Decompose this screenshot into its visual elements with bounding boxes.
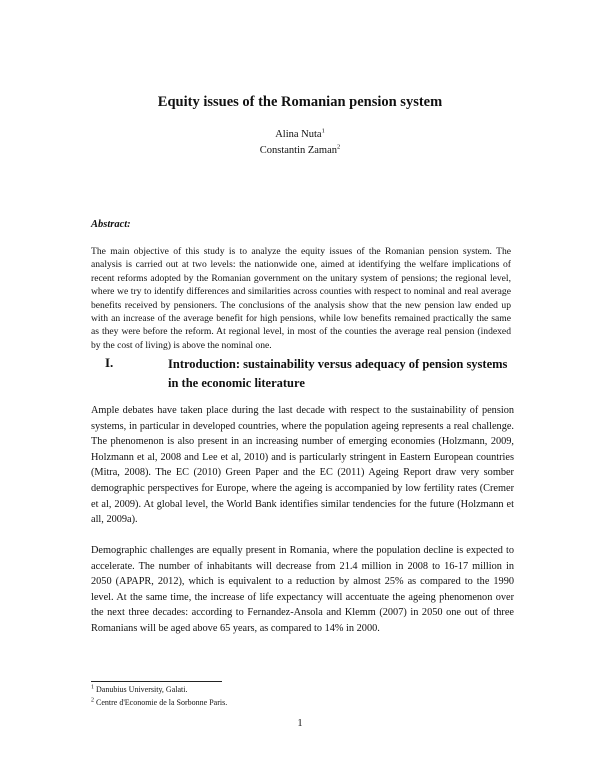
author-name bbox=[0, 145, 600, 156]
footnote-2-mark: 2 bbox=[91, 697, 94, 704]
footnote-1-text: Danubius University, Galati. bbox=[96, 685, 188, 694]
body-paragraph-2: Demographic challenges are equally present in Romania, where the population decline is expected to accelerate. The number of inhabitants will decrease from 21.4 million in 2008 to 16-17 million in 2050 (APAPR, 2012), which is equivalent to a reduction by almost 25% as compared to the 1990 level. At the same time, the increase of life expectancy will accentuate the ageing phenomenon over the next three decades: according to Fernandez-Ansola and Klemm (2007) in 2050 one out of three Romanians will be aged above 65 years, as compared to 14% in 2000. bbox=[91, 545, 514, 634]
footnote-separator bbox=[91, 681, 222, 682]
abstract-heading: Abstract: bbox=[91, 219, 131, 230]
author-1-name: Alina Nuta bbox=[275, 129, 322, 140]
author-2-name: Constantin Zaman bbox=[259, 145, 338, 156]
author-1-footnote-mark: 1 bbox=[321, 127, 325, 135]
paper-title: Equity issues of the Romanian pension system bbox=[157, 94, 443, 110]
author-name bbox=[0, 129, 600, 140]
footnote-1-mark: 1 bbox=[91, 684, 94, 691]
section-title: Introduction: sustainability versus adequacy of pension systems in the economic literature bbox=[168, 357, 508, 390]
body-paragraph-1: Ample debates have taken place during the last decade with respect to the sustainability of pension systems, in particular in developed countries, where the population ageing represents a real challenge. The phenomenon is also present in an increasing number of emerging economies (Holzmann, 2009, Holzmann et al, 2008 and Lee et al, 2010) and is particularly stringent in Eastern European countries (Mitra, 2008). The EC (2010) Green Paper and the EC (2011) Ageing Report draw very somber demographic perspectives for Europe, where the ageing is accompanied by low fertility rates (Cremer et al, 2009). At global level, the World Bank identifies similar tendencies for the future (Holzmann et all, 2009a). bbox=[91, 405, 514, 526]
footnote-1 bbox=[91, 685, 187, 694]
abstract-text: The main objective of this study is to analyze the equity issues of the Romanian pension system. The analysis is carried out at two levels: the nationwide one, aimed at identifying the welfare implications of recent reforms adopted by the Romanian government on the unitary system of pensions; the regional level, where we try to identify differences and similarities across counties with respect to nominal and real average benefits received by pensioners. The conclusions of the analysis show that the new pension law ended up with an increase of the average benefit for high pensions, while low benefits remained practically the same as they were before the reform. At regional level, in most of the counties the average real pension (indexed by the cost of living) is above the nominal one. bbox=[91, 246, 511, 351]
section-number: I. bbox=[105, 355, 114, 370]
page-number: 1 bbox=[297, 718, 303, 729]
footnote-2-text: Centre d'Economie de la Sorbonne Paris. bbox=[96, 698, 228, 707]
footnote-2 bbox=[91, 698, 227, 707]
author-2-footnote-mark: 2 bbox=[337, 143, 341, 151]
